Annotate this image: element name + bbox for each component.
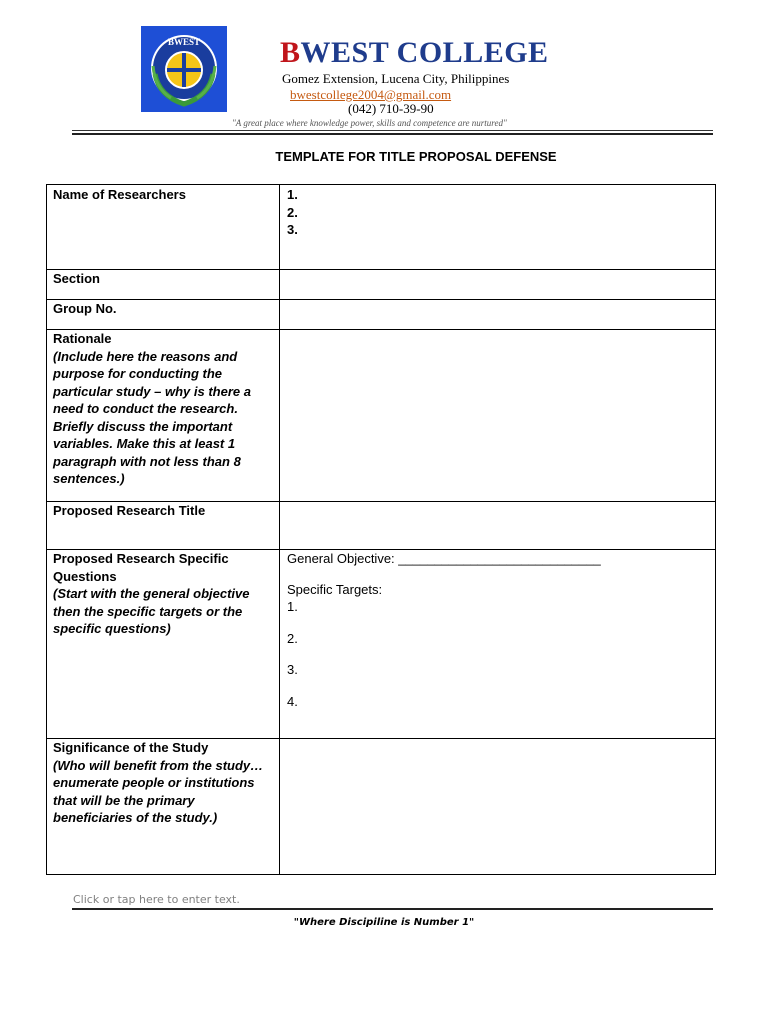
questions-label-cell (47, 550, 280, 739)
footer-divider (72, 908, 713, 910)
researcher-3: 3. (287, 222, 298, 237)
section-label: Section (53, 271, 100, 286)
specific-target-1: 1. (287, 599, 298, 614)
college-name-rest: WEST COLLEGE (300, 36, 549, 69)
college-name-initial: B (280, 36, 301, 69)
college-phone: (042) 710-39-90 (348, 101, 434, 116)
rationale-label-cell (47, 330, 280, 502)
researchers-input-cell[interactable] (280, 185, 716, 270)
title-label-cell (47, 502, 280, 550)
section-input-cell[interactable] (280, 270, 716, 300)
general-objective-line: General Objective: ____________________________ (287, 551, 601, 566)
row-section (47, 270, 716, 300)
researchers-label-cell (47, 185, 280, 270)
specific-target-4: 4. (287, 693, 298, 709)
row-questions (47, 550, 716, 739)
row-rationale (47, 330, 716, 502)
significance-input-cell[interactable] (280, 739, 716, 875)
college-tagline: "A great place where knowledge power, skills and competence are nurtured" (232, 118, 507, 128)
researchers-label: Name of Researchers (53, 187, 186, 202)
college-seal-logo (141, 26, 227, 112)
header-divider-top (72, 130, 713, 131)
rationale-label: Rationale (53, 331, 112, 346)
proposal-form-table (46, 184, 716, 875)
text-entry-placeholder[interactable]: Click or tap here to enter text. (73, 893, 240, 906)
researcher-2: 2. (287, 204, 298, 220)
rationale-input-cell[interactable] (280, 330, 716, 502)
group-input-cell[interactable] (280, 300, 716, 330)
document-title: TEMPLATE FOR TITLE PROPOSAL DEFENSE (275, 149, 557, 164)
specific-target-3: 3. (287, 662, 298, 677)
rationale-hint: (Include here the reasons and purpose for conducting the particular study – why is there a need to conduct the research. Briefly discuss the important variables. Make this at least 1 paragraph with not less than 8 sentences.) (53, 348, 251, 486)
questions-input-cell[interactable] (280, 550, 716, 739)
row-title (47, 502, 716, 550)
section-label-cell (47, 270, 280, 300)
college-name (280, 36, 549, 70)
questions-label: Proposed Research Specific Questions (53, 551, 229, 584)
college-address: Gomez Extension, Lucena City, Philippines (282, 71, 510, 86)
title-label: Proposed Research Title (53, 503, 206, 518)
specific-targets-label: Specific Targets: (287, 581, 383, 597)
header-divider-bottom (72, 133, 713, 135)
specific-target-2: 2. (287, 630, 298, 646)
row-researchers (47, 185, 716, 270)
title-input-cell[interactable] (280, 502, 716, 550)
row-significance (47, 739, 716, 875)
group-label-cell (47, 300, 280, 330)
group-label: Group No. (53, 301, 117, 316)
logo-text: BWEST (167, 37, 201, 47)
significance-label: Significance of the Study (53, 740, 209, 755)
college-email-link[interactable]: bwestcollege2004@gmail.com (290, 87, 452, 102)
footer-motto: "Where Discipiline is Number 1" (293, 917, 475, 928)
researcher-1: 1. (287, 187, 298, 202)
questions-hint: (Start with the general objective then the specific targets or the specific questions) (53, 586, 250, 636)
significance-hint: (Who will benefit from the study… enumerate people or institutions that will be the primary beneficiaries of the study.) (53, 757, 264, 825)
significance-label-cell (47, 739, 280, 875)
row-group (47, 300, 716, 330)
